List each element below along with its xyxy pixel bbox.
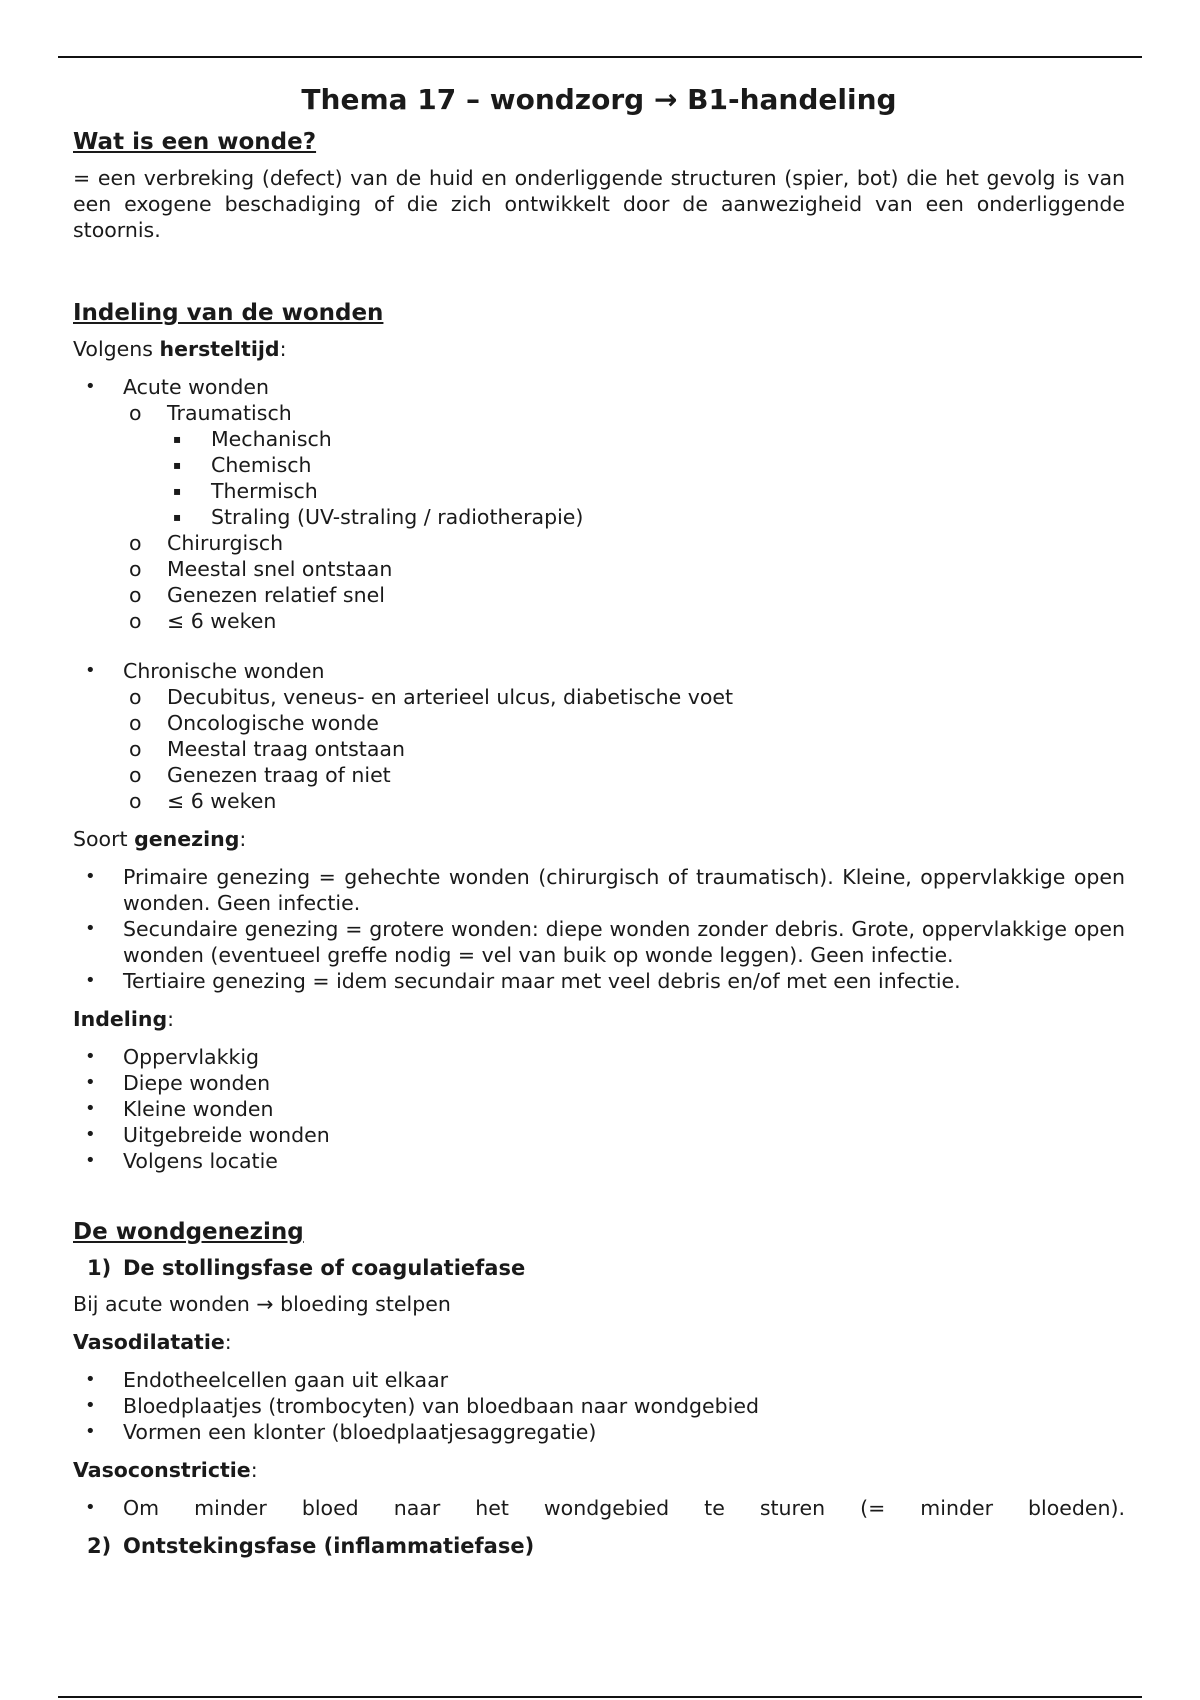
top-rule [58, 56, 1142, 58]
page-title: Thema 17 – wondzorg → B1-handeling [301, 83, 897, 116]
heading-wat-is-een-wonde: Wat is een wonde? [73, 129, 317, 155]
step-2-heading: 2) Ontstekingsfase (inflammatiefase) [87, 1534, 535, 1558]
list-item: ▪ Thermisch [173, 479, 318, 503]
subheading-vasoconstrictie: Vasoconstrictie: [73, 1458, 258, 1482]
heading-indeling: Indeling van de wonden [73, 300, 384, 326]
bottom-rule [58, 1696, 1142, 1698]
list-item: • Tertiaire genezing = idem secundair maar met veel debris en/of met een infectie. [85, 969, 961, 993]
chronisch-list [73, 658, 1125, 814]
list-item: • Vormen een klonter (bloedplaatjesaggregatie) [85, 1420, 597, 1444]
list-item: • Primaire genezing = gehechte wonden (chirurgisch of traumatisch). Kleine, oppervlakkige open wonden. Geen infectie. [85, 865, 1125, 915]
subheading-indeling: Indeling: [73, 1007, 175, 1031]
list-item: o Meestal snel ontstaan [129, 557, 393, 581]
list-item: o Genezen relatief snel [129, 583, 385, 607]
genezing-list [73, 864, 1125, 994]
list-item: • Om minder bloed naar het wondgebied te sturen (= minder bloeden). [85, 1496, 1125, 1520]
list-item: o ≤ 6 weken [129, 789, 277, 813]
list-item: o Meestal traag ontstaan [129, 737, 405, 761]
list-item: o Oncologische wonde [129, 711, 379, 735]
subheading-genezing: Soort genezing: [73, 827, 247, 851]
list-item: o ≤ 6 weken [129, 609, 277, 633]
list-item-acute: • Acute wonden o Traumatisch ▪ Mechanisch ▪ Chemisch ▪ Thermisch ▪ Straling (UV-straling / radiotherapie) o Chirurgisch o Meestal snel ontstaan o Genezen relatief snel o ≤ 6 weken [73, 374, 1125, 634]
list-item: o Genezen traag of niet [129, 763, 391, 787]
step-1-heading: 1) De stollingsfase of coagulatiefase [87, 1256, 526, 1280]
subheading-hersteltijd: Volgens hersteltijd: [73, 337, 287, 361]
list-item: o Chirurgisch [129, 531, 284, 555]
vasoconstrictie-list [73, 1495, 1125, 1521]
list-item: ▪ Straling (UV-straling / radiotherapie) [173, 505, 584, 529]
document-page [73, 82, 1125, 1569]
list-item: • Oppervlakkig [85, 1045, 260, 1069]
list-item: o Decubitus, veneus- en arterieel ulcus, diabetische voet [129, 685, 734, 709]
list-item-traumatisch: o Traumatisch ▪ Mechanisch ▪ Chemisch ▪ Thermisch ▪ Straling (UV-straling / radiotherapie) [123, 400, 1125, 530]
list-item: ▪ Mechanisch [173, 427, 332, 451]
list-item: • Endotheelcellen gaan uit elkaar [85, 1368, 449, 1392]
list-item: • Volgens locatie [85, 1149, 278, 1173]
indeling-list [73, 1044, 1125, 1174]
list-item-chronisch: • Chronische wonden o Decubitus, veneus- en arterieel ulcus, diabetische voet o Oncologische wonde o Meestal traag ontstaan o Genezen traag of niet o ≤ 6 weken [73, 658, 1125, 814]
list-item: • Uitgebreide wonden [85, 1123, 330, 1147]
heading-wondgenezing: De wondgenezing [73, 1219, 304, 1245]
list-item: • Kleine wonden [85, 1097, 274, 1121]
list-item: • Diepe wonden [85, 1071, 271, 1095]
list-item: • Bloedplaatjes (trombocyten) van bloedbaan naar wondgebied [85, 1394, 760, 1418]
list-item: ▪ Chemisch [173, 453, 312, 477]
acute-bloeding-line: Bij acute wonden → bloeding stelpen [73, 1292, 451, 1316]
definition-paragraph: = een verbreking (defect) van de huid en onderliggende structuren (spier, bot) die het gevolg is van een exogene beschadiging of die zich ontwikkelt door de aanwezigheid van een onderliggende stoornis. [73, 166, 1125, 242]
subheading-vasodilatatie: Vasodilatatie: [73, 1330, 232, 1354]
acute-list [73, 374, 1125, 634]
list-item: • Secundaire genezing = grotere wonden: diepe wonden zonder debris. Grote, oppervlakkige open wonden (eventueel greffe nodig = vel van buik op wonde leggen). Geen infectie. [85, 917, 1125, 967]
vasodilatatie-list [73, 1367, 1125, 1445]
